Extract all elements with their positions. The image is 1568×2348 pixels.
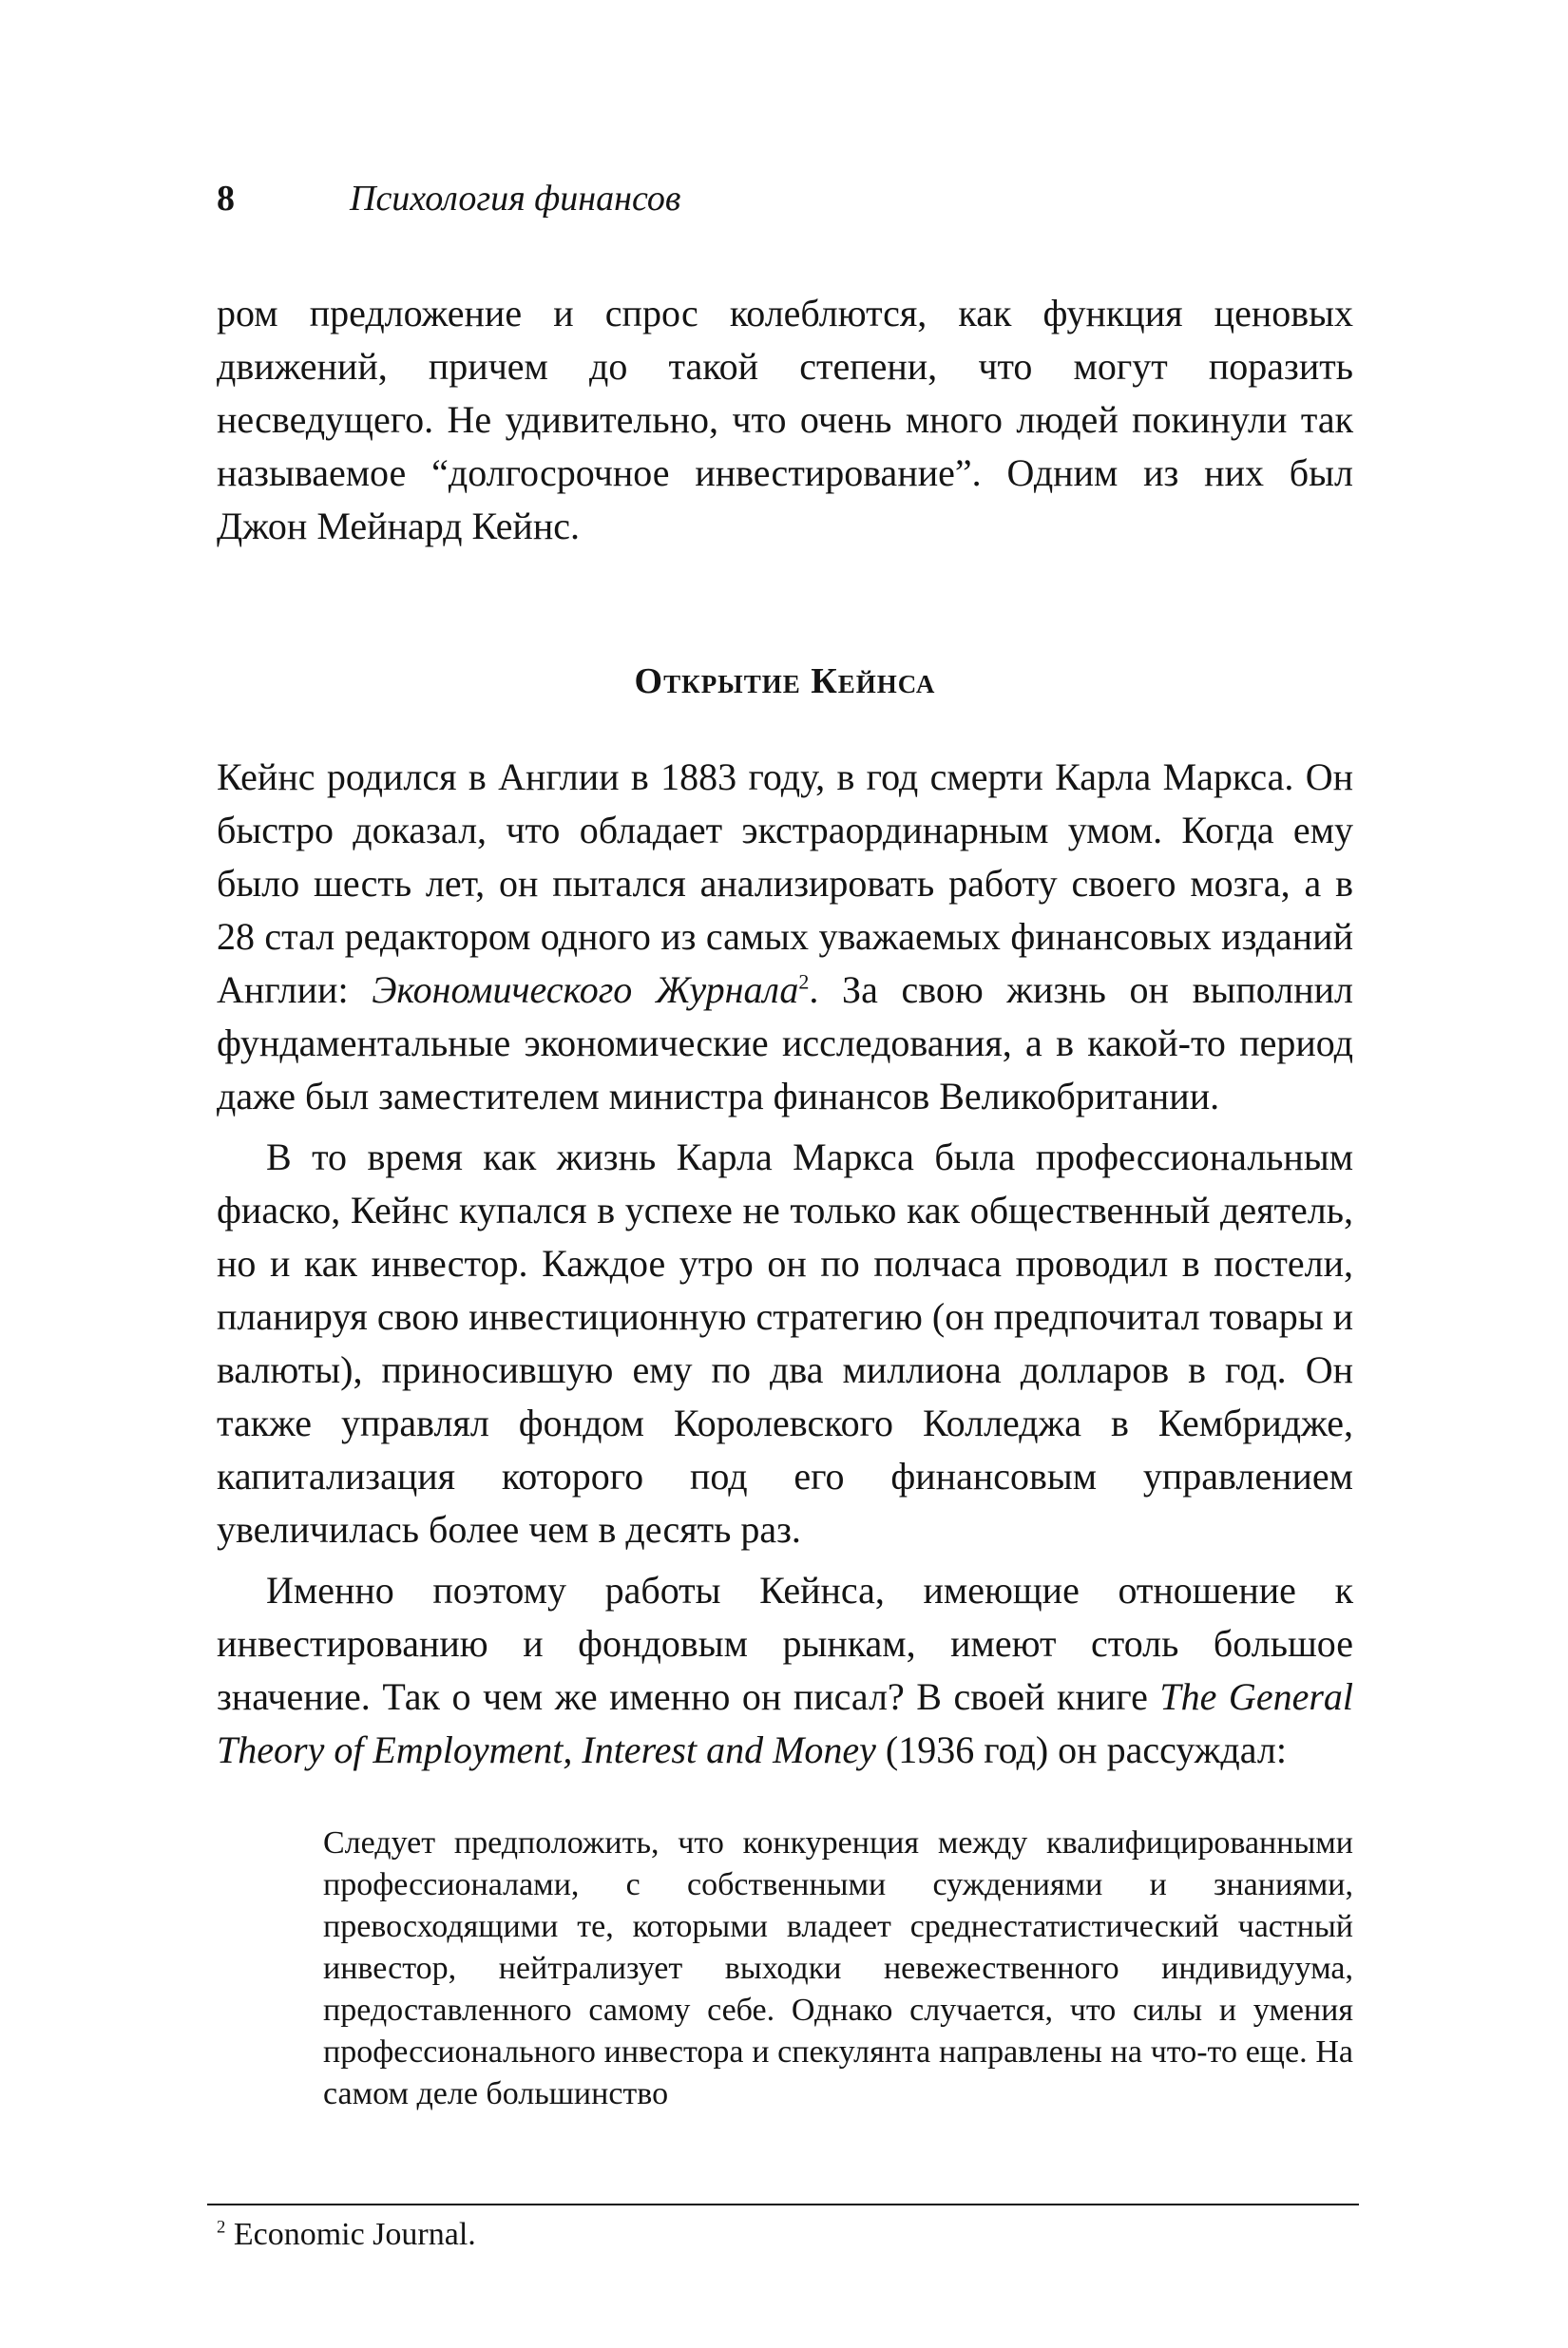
paragraph-2: В то время как жизнь Карла Маркса была профессиональным фиаско, Кейнс купался в успехе не только как общественный деятель, но и как инвестор. Каждое утро он по полчаса проводил в постели, планируя свою инвестиционную стратегию (он предпочитал товары и валюты), приносившую ему по два миллиона долларов в год. Он также управлял фондом Королевского Колледжа в Кембридже, капитализация которого под его финансовым управлением увеличилась более чем в десять раз. bbox=[217, 1136, 1353, 1551]
page-number: 8 bbox=[217, 179, 235, 219]
paragraph-3-text-end: (1936 год) он рассуждал: bbox=[875, 1728, 1287, 1771]
paragraph-1 bbox=[217, 751, 1353, 1123]
running-title: Психология финансов bbox=[350, 179, 681, 219]
paragraph-1-text: Кейнс родился в Англии в 1883 году, в год смерти Карла Маркса. Он быстро доказал, что обладает экстраординарным умом. Когда ему было шесть лет, он пытался анализировать работу своего мозга, а в 28 стал редактором одного из самых уважаемых финансовых изданий Англии: bbox=[217, 755, 1353, 1011]
footnote-divider bbox=[207, 2204, 1359, 2205]
page-header bbox=[217, 181, 680, 217]
paragraph-1-text-end: . За свою жизнь он выполнил фундаментальные экономические исследования, а в какой-то период даже был заместителем министра финансов Великобритании. bbox=[217, 968, 1353, 1117]
section-body bbox=[217, 751, 1353, 1777]
block-quote: Следует предположить, что конкуренция между квалифицированными профессионалами, с собственными суждениями и знаниями, превосходящими те, которыми владеет среднестатистический частный инвестор, нейтрализует выходки невежественного индивидуума, предоставленного самому себе. Однако случается, что силы и умения профессионального инвестора и спекулянта направлены на что-то еще. На самом деле большинство bbox=[323, 1825, 1353, 2111]
footnote-ref[interactable]: 2 bbox=[798, 969, 810, 994]
book-title: The General Theory of Employment, Interest and Money bbox=[217, 1675, 1354, 1771]
section-heading: Открытие Кейнса bbox=[634, 661, 936, 701]
footnote bbox=[217, 2214, 476, 2256]
footnote-marker: 2 bbox=[217, 2217, 226, 2238]
footnote-text: Economic Journal. bbox=[225, 2217, 476, 2252]
journal-title: Экономического Журнала bbox=[372, 968, 799, 1011]
intro-paragraph: ром предложение и спрос колеблются, как функция ценовых движений, причем до такой степени, что могут поразить несведущего. Не удивительно, что очень много людей покинули так называемое “долгосрочное инвестирование”. Одним из них был Джон Мейнард Кейнс. bbox=[217, 292, 1353, 547]
paragraph-3-text: Именно поэтому работы Кейнса, имеющие отношение к инвестированию и фондовым рынкам, имеют столь большое значение. Так о чем же именно он писал? В своей книге bbox=[217, 1569, 1353, 1718]
paragraph-3 bbox=[217, 1564, 1353, 1777]
intro-text bbox=[217, 287, 1353, 553]
